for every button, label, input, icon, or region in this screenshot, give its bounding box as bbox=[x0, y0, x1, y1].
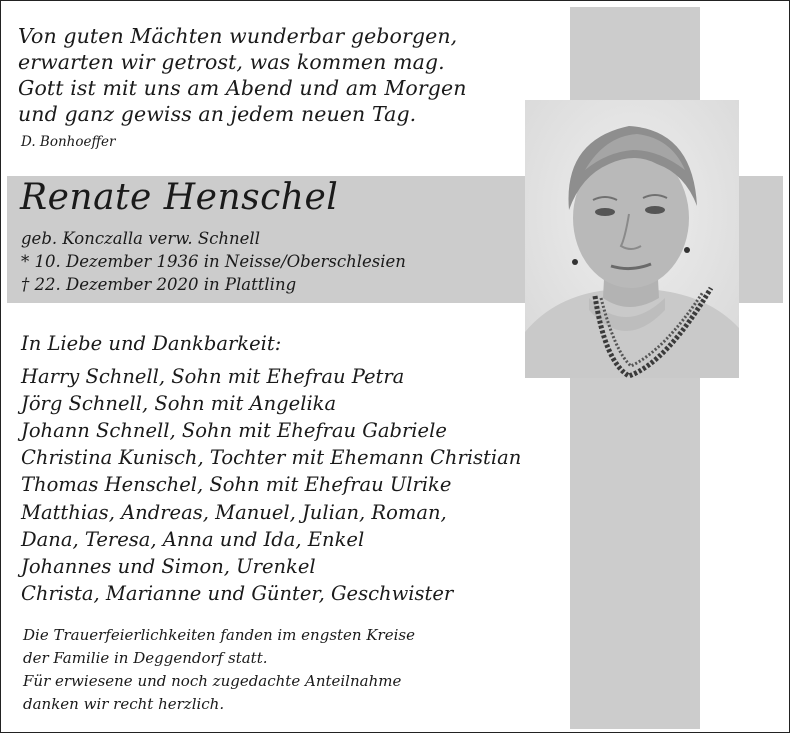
note-line: danken wir recht herzlich. bbox=[23, 695, 225, 713]
portrait-photo bbox=[525, 100, 739, 378]
mourner-line: Johann Schnell, Sohn mit Ehefrau Gabriele bbox=[21, 419, 447, 443]
mourners-intro: In Liebe und Dankbarkeit: bbox=[21, 332, 282, 355]
poem-line: erwarten wir getrost, was kommen mag. bbox=[18, 50, 445, 74]
death-date: † 22. Dezember 2020 in Plattling bbox=[21, 275, 297, 294]
poem-line: Gott ist mit uns am Abend und am Morgen bbox=[18, 76, 467, 100]
portrait-image bbox=[525, 100, 739, 378]
maiden-name: geb. Konczalla verw. Schnell bbox=[21, 229, 260, 248]
mourner-line: Christina Kunisch, Tochter mit Ehemann Christian bbox=[21, 446, 522, 470]
birth-date: * 10. Dezember 1936 in Neisse/Oberschlesien bbox=[21, 252, 406, 271]
poem-line: Von guten Mächten wunderbar geborgen, bbox=[18, 24, 458, 48]
mourner-line: Harry Schnell, Sohn mit Ehefrau Petra bbox=[21, 365, 405, 389]
note-line: Die Trauerfeierlichkeiten fanden im engsten Kreise bbox=[23, 626, 415, 644]
deceased-name: Renate Henschel bbox=[20, 177, 339, 218]
poem bbox=[18, 23, 467, 127]
mourner-line: Jörg Schnell, Sohn mit Angelika bbox=[21, 392, 337, 416]
mourner-line: Christa, Marianne und Günter, Geschwister bbox=[21, 581, 454, 605]
mourner-line: Matthias, Andreas, Manuel, Julian, Roman, bbox=[21, 500, 447, 524]
closing-note bbox=[23, 624, 415, 716]
mourner-line: Dana, Teresa, Anna und Ida, Enkel bbox=[21, 527, 365, 551]
poem-line: und ganz gewiss an jedem neuen Tag. bbox=[18, 102, 417, 126]
note-line: Für erwiesene und noch zugedachte Anteilnahme bbox=[23, 672, 402, 690]
mourner-line: Thomas Henschel, Sohn mit Ehefrau Ulrike bbox=[21, 473, 452, 497]
note-line: der Familie in Deggendorf statt. bbox=[23, 649, 268, 667]
deceased-details bbox=[21, 227, 406, 296]
mourners-block bbox=[21, 330, 521, 607]
poem-author: D. Bonhoeffer bbox=[21, 134, 116, 150]
mourner-line: Johannes und Simon, Urenkel bbox=[21, 554, 316, 578]
